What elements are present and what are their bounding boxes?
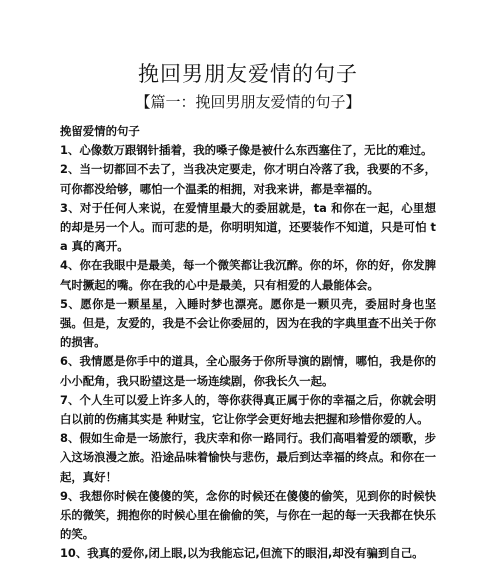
paragraph-10: 10、我真的爱你,闭上眼,以为我能忘记,但流下的眼泪,却没有骗到自己。 <box>60 546 424 561</box>
section-heading: 挽留爱情的句子 <box>60 124 140 138</box>
paragraph-5: 5、愿你是一颗星星，入睡时梦也漂亮。愿你是一颗贝壳，委屈时身也坚强。但是，友爱的，我是不会让你委屈的，因为在我的字典里查不出关于你的损害。 <box>60 296 436 350</box>
paragraph-8: 8、假如生命是一场旅行，我庆幸和你一路同行。我们高唱着爱的颂歌，步入这场浪漫之旅。沿途品味着愉快与悲伤，最后到达幸福的终点。和你在一起，真好！ <box>60 431 436 484</box>
paragraph-7: 7、个人生可以爱上许多人的，等你获得真正属于你的幸福之后，你就会明白以前的伤痛其实是 种财宝，它让你学会更好地去把握和珍惜你爱的人。 <box>60 392 436 427</box>
paragraph-3: 3、对于任何人来说，在爱情里最大的委屈就是，ta 和你在一起，心里想的却是另一个人。而可悲的是，你明明知道，还要装作不知道，只是可怕 ta 真的离开。 <box>60 200 436 254</box>
paragraph-1: 1、心像数万跟钢针插着，我的嗓子像是被什么东西塞住了，无比的难过。 <box>60 143 433 158</box>
paragraph-4: 4、你在我眼中是最美，每一个微笑都让我沉醉。你的坏，你的好，你发脾气时撅起的嘴。你在我的心中是最美，只有相爱的人最能体会。 <box>60 258 436 292</box>
document-body <box>60 122 436 561</box>
paragraph-9: 9、我想你时候在傻傻的笑，念你的时候还在傻傻的偷笑，见到你的时候快乐的微笑，拥抱你的时候心里在偷偷的笑，与你在一起的每一天我都在快乐的笑。 <box>60 488 436 542</box>
document-subtitle: 【篇一：挽回男朋友爱情的句子】 <box>135 93 361 111</box>
document-title: 挽回男朋友爱情的句子 <box>138 62 358 86</box>
paragraph-2: 2、当一切都回不去了，当我决定要走，你才明白冷落了我，我要的不多，可你都没给够，哪怕一个温柔的相拥，对我来讲，都是幸福的。 <box>60 162 436 196</box>
paragraph-6: 6、我情愿是你手中的道具，全心服务于你所导演的剧情，哪怕，我是你的小小配角，我只盼望这是一场连续剧，你我长久一起。 <box>60 354 436 388</box>
